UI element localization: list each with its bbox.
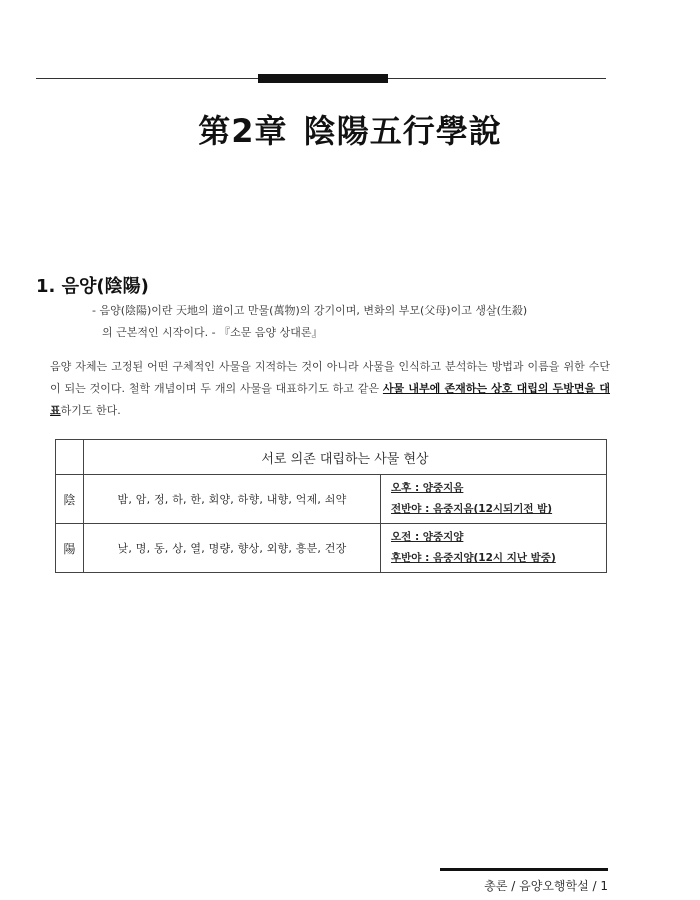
table-header-row (56, 440, 607, 475)
table-header: 서로 의존 대립하는 사물 현상 (84, 440, 607, 475)
quote-line-1: - 음양(陰陽)이란 天地의 道이고 만물(萬物)의 강기이며, 변화의 부모(父母)이고 생살(生殺) (92, 304, 528, 317)
row-label-yin: 陰 (56, 475, 84, 524)
quote-line-2: 의 근본적인 시작이다. - 『소문 음양 상대론』 (102, 326, 323, 339)
row-notes-yang (381, 524, 607, 573)
phenomena-table (55, 439, 607, 573)
note-yang-1: 오전 : 양중지양 (391, 531, 464, 543)
body-paragraph (50, 356, 610, 422)
page-footer: 총론 / 음양오행학설 / 1 (484, 879, 608, 893)
quote-block (92, 300, 612, 344)
row-notes-yin (381, 475, 607, 524)
table-row (56, 475, 607, 524)
paragraph-text: 음양 자체는 고정된 어떤 구체적인 사물을 지적하는 것이 아니라 사물을 인식하고 분석하는 방법과 이름을 위한 수단이 되는 것이다. 철학 개념이며 두 개의 사물을 대표하기도 하고 같은 (50, 360, 610, 395)
table-corner-cell (56, 440, 84, 475)
row-items-yang: 낮, 명, 동, 상, 열, 명량, 향상, 외향, 흥분, 건장 (84, 524, 381, 573)
chapter-name: 陰陽五行學說 (303, 112, 502, 150)
section-heading: 1. 음양(陰陽) (36, 276, 149, 297)
paragraph-tail: 하기도 한다. (60, 404, 121, 417)
row-items-yin: 밤, 암, 정, 하, 한, 회양, 하향, 내향, 억제, 쇠약 (84, 475, 381, 524)
table-row (56, 524, 607, 573)
paragraph-emphasis: 사물 내부에 존재하는 상호 대립의 두방면을 대표 (50, 382, 611, 417)
chapter-number: 第2章 (198, 112, 288, 150)
footer-rule (440, 868, 608, 871)
header-bar (258, 74, 388, 83)
row-label-yang: 陽 (56, 524, 84, 573)
note-yin-2: 전반야 : 음중지음(12시되기전 밤) (391, 503, 553, 515)
note-yin-1: 오후 : 양중지음 (391, 482, 464, 494)
chapter-title (0, 106, 700, 152)
note-yang-2: 후반야 : 음중지양(12시 지난 밤중) (391, 552, 556, 564)
